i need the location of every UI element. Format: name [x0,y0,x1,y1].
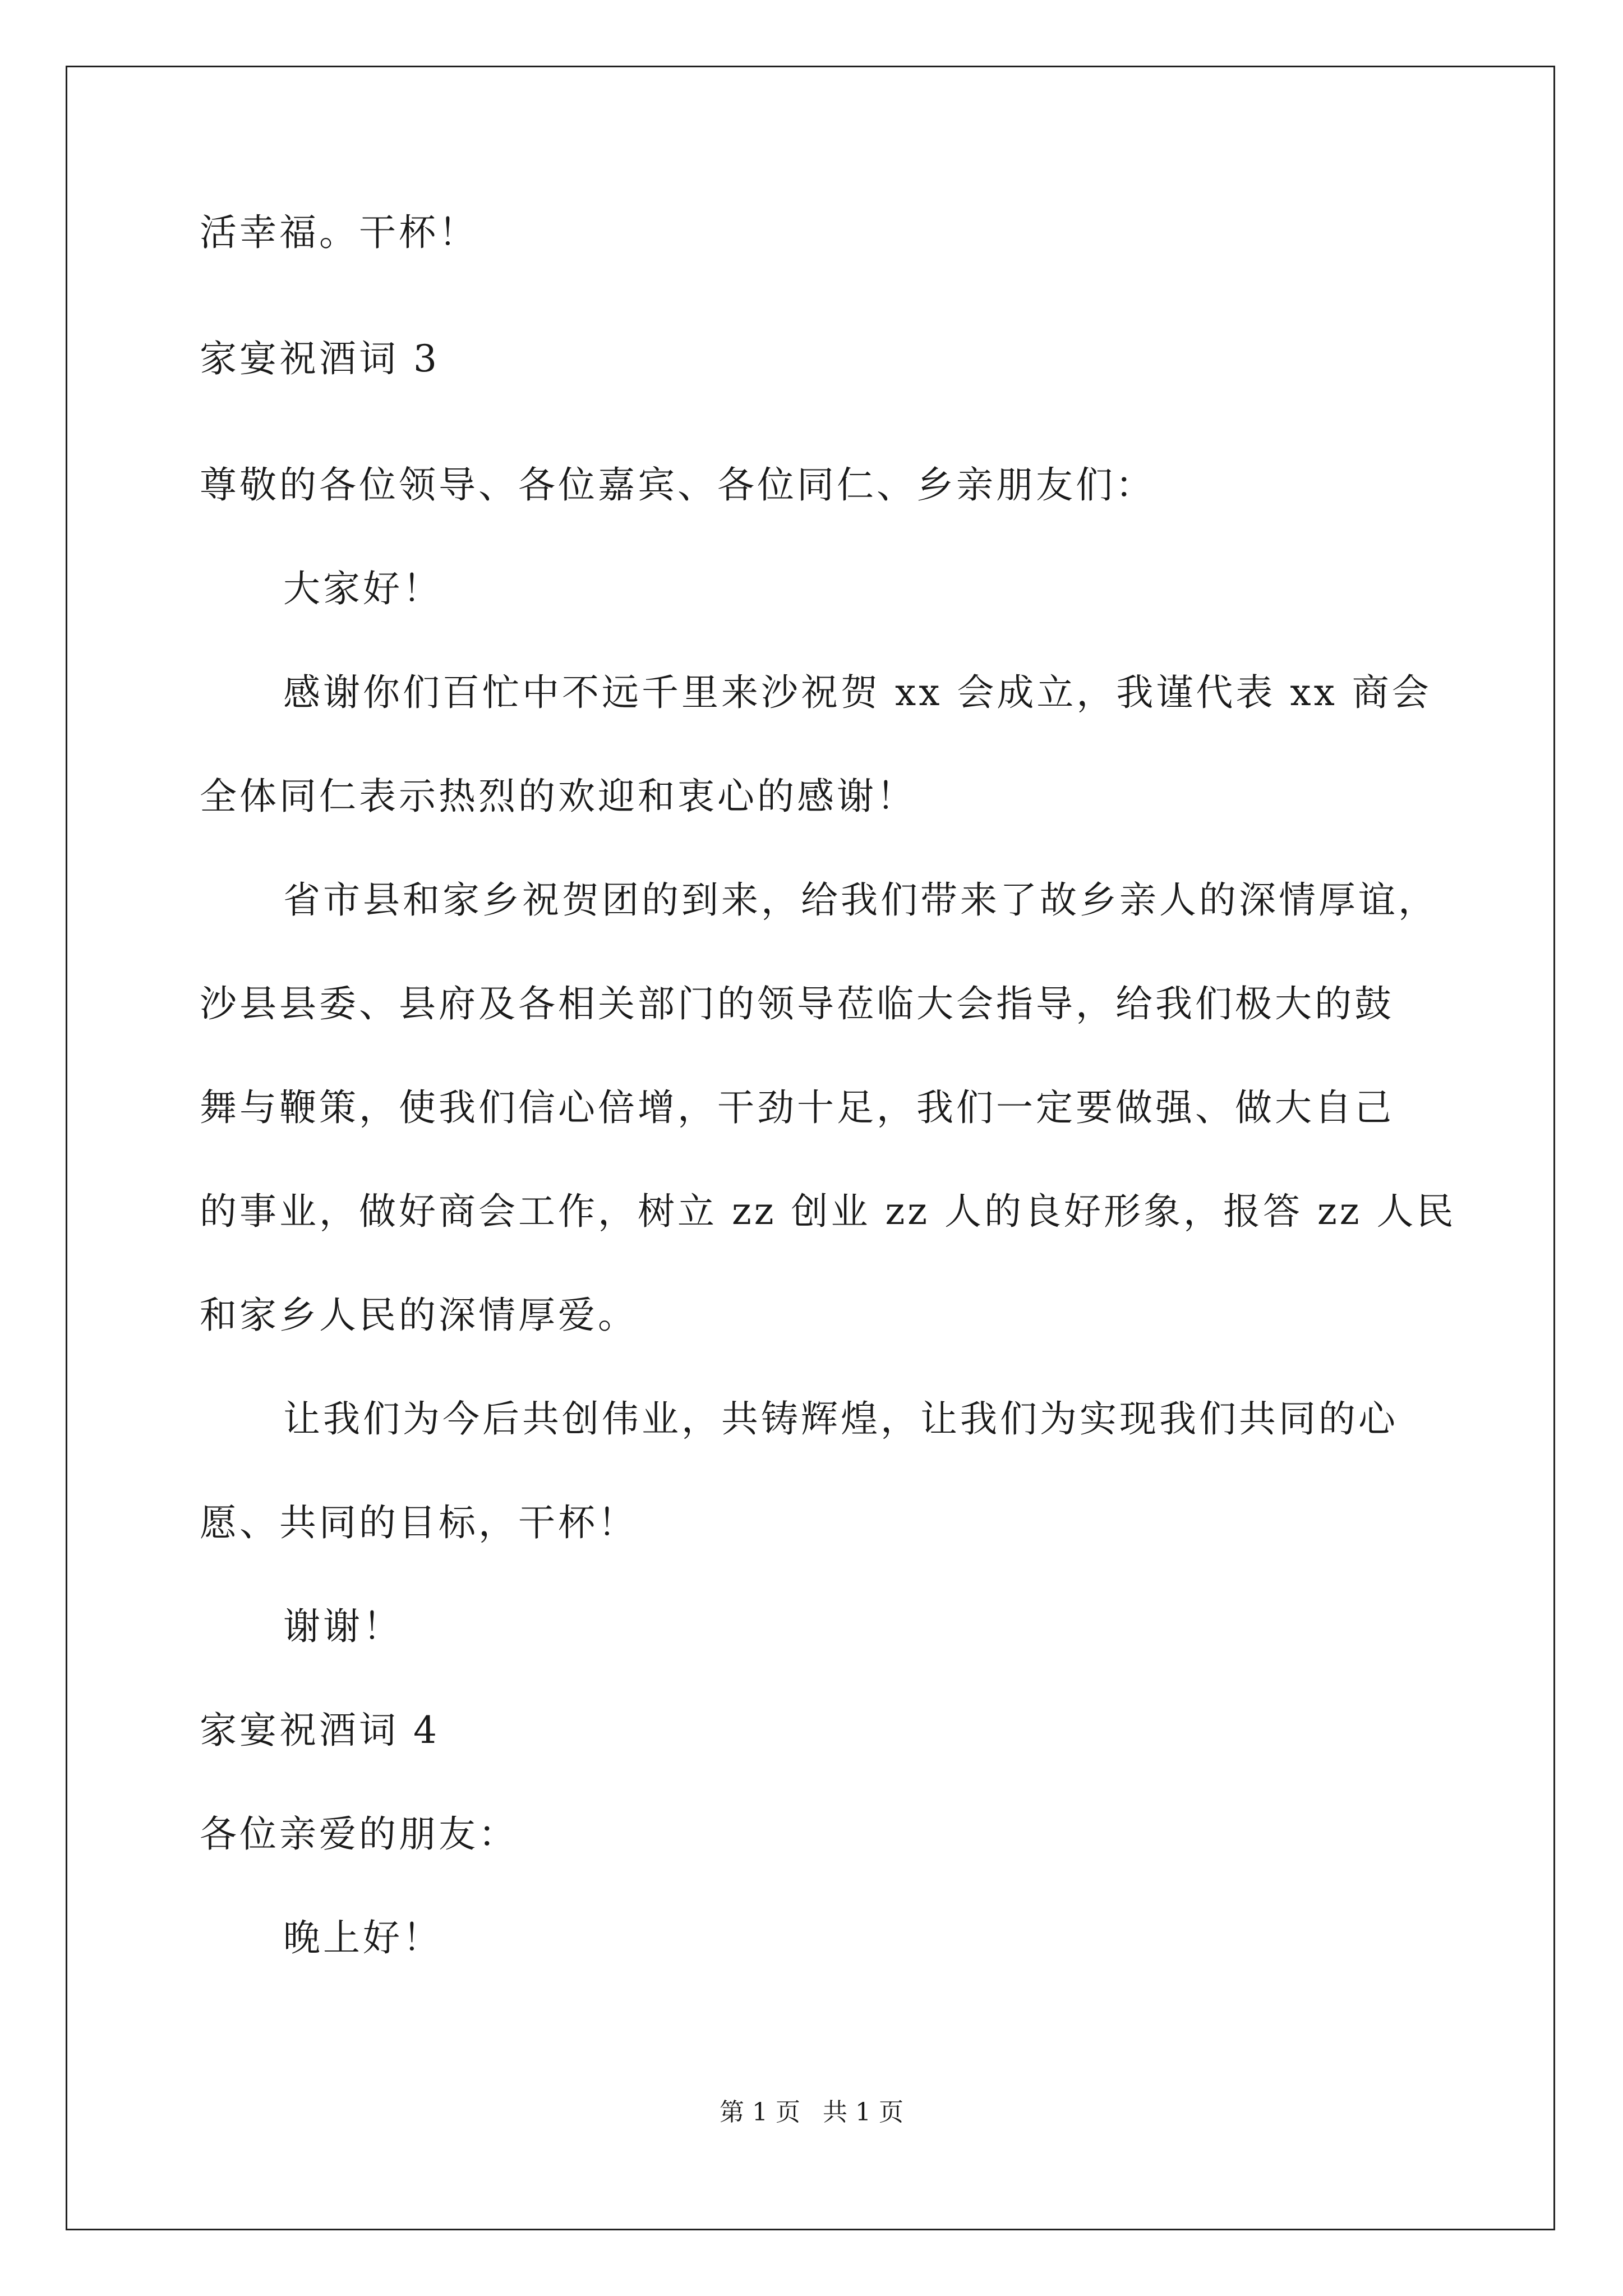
paragraph-line: 舞与鞭策，使我们信心倍增，干劲十足，我们一定要做强、做大自己 [200,1086,1394,1129]
section-heading: 家宴祝酒词 4 [200,1709,440,1752]
paragraph-line: 全体同仁表示热烈的欢迎和衷心的感谢！ [200,775,916,818]
text-line: 活幸福。干杯！ [200,211,478,254]
paragraph-line: 让我们为今后共创伟业，共铸辉煌，让我们为实现我们共同的心 [283,1397,1398,1441]
paragraph-line: 愿、共同的目标，干杯！ [200,1501,638,1544]
greeting: 大家好！ [283,567,442,610]
page-footer [0,2098,1623,2127]
paragraph-line: 省市县和家乡祝贺团的到来，给我们带来了故乡亲人的深情厚谊， [283,878,1438,922]
section-heading: 家宴祝酒词 3 [200,337,440,380]
salutation: 尊敬的各位领导、各位嘉宾、各位同仁、乡亲朋友们： [200,463,1155,507]
greeting: 晚上好！ [283,1916,442,1959]
paragraph-line: 感谢你们百忙中不远千里来沙祝贺 xx 会成立，我谨代表 xx 商会 [283,671,1432,714]
page-total: 共 1 页 [823,2098,903,2127]
page-number: 第 1 页 [720,2098,800,2127]
paragraph-line: 和家乡人民的深情厚爱。 [200,1294,638,1337]
page-border [66,66,1555,2230]
salutation: 各位亲爱的朋友： [200,1812,518,1856]
closing: 谢谢！ [283,1605,403,1648]
paragraph-line: 沙县县委、县府及各相关部门的领导莅临大会指导，给我们极大的鼓 [200,982,1394,1025]
paragraph-line: 的事业，做好商会工作，树立 zz 创业 zz 人的良好形象，报答 zz 人民 [200,1190,1456,1233]
